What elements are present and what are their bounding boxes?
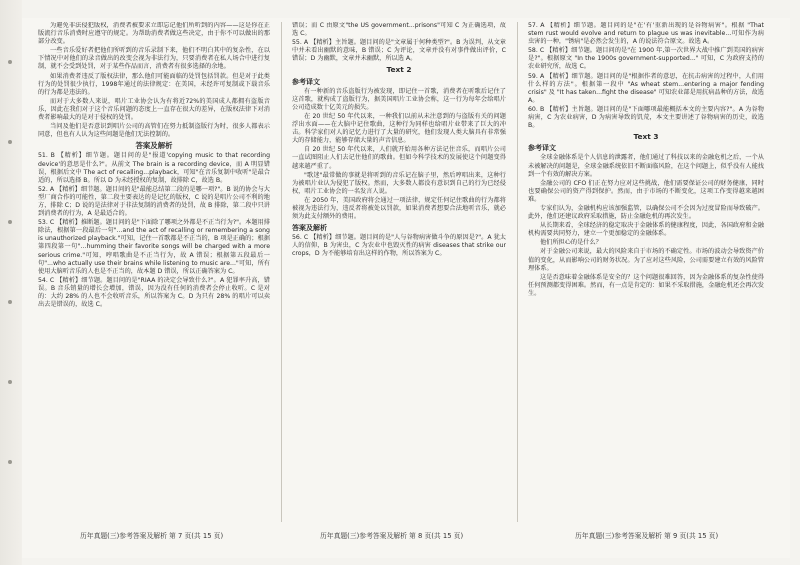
- paragraph: 一些音乐爱好者把他们所听到的音乐录制下来，他们不明白其中的复杂性，在以下情况中对他们的录音做出的改变会视为非法行为，只要消费者在私人场合中进行复制，就不会受到处罚，对于某些作品而言，消费者有很多选择的余地。: [38, 47, 270, 71]
- text-heading: Text 3: [633, 132, 659, 142]
- binding-hole: [8, 140, 12, 144]
- column-divider: [517, 22, 518, 522]
- answer-item: 57. A 【精析】细节题。题目问的是"在'有'重新出现的是谷物病害"。根据 "That stem rust would evolve and return to plague us was inevitable...可知作为病虫害的一种，"锈病"是必然会发生的，A 的说法符合原文。故选 A。: [528, 22, 764, 46]
- column-right: [528, 22, 764, 520]
- paragraph: 这是否意味着金融体系是安全的？这个问题很难回答，因为金融体系的复杂性使得任何预测都变得困难。然而，有一点是肯定的：如果不采取措施，金融危机还会再次发生。: [528, 273, 764, 297]
- answer-item: 60. B 【精析】主旨题。题目问的是"下面哪项最能概括本文的主要内容?"。A 为谷物病害，C 为农业病害，D 为病害导致的饥荒，本文主要讲述了谷物病害的历史，故选 B。: [528, 105, 764, 130]
- paragraph: 在 20 世纪 50 年代以来，一种我们以前从未注意到的与盗版有关的问题浮出水面——在大脑中记住歌曲，这种行为同样也给唱片业带来了巨大的冲击。科学家们对人的记忆力进行了大量的研究，他们发现人类大脑具有非常强大的存储能力，能够存储大量的声音信息。: [292, 112, 506, 145]
- answer-item: 52. A 【精析】细节题。题目问的是"最能总结第二段的是哪一项?"。B 说的协会与大型厂商合作的可能性，第二段主要表达的是记忆的版权，C 说的是唱片公司不利的地方，排除 C；D 说的是法律对于非法复制的消费者的处罚，故 B 排除，第二段中只讲到消费者的行为，A 是最适合的。: [38, 185, 270, 218]
- paragraph: 当问及他们是否意识到唱片公司的高管们在努力抵制盗版行为时，很多人都表示同意，但也有人认为这些问题是他们无法控制的。: [38, 123, 270, 139]
- section-title: 参考译文: [292, 77, 320, 86]
- column-middle: [292, 22, 506, 520]
- page-footer-left: 历年真题(三)参考答案及解析 第 7 页(共 15 页): [80, 532, 224, 540]
- paragraph: 而对于大多数人来说，唱片工业协会认为有将近72%的美国成人都拥有盗版音乐，因此在我们对于这个音乐问题的态度上一直存在很大的差异，在版权法律下对消费者影响最大的是对于侵权的处罚。: [38, 97, 270, 122]
- paragraph: 他们所担心的是什么？: [540, 239, 602, 247]
- paragraph: 全球金融体系是个人信息的泄露者，他们通过了科技以来的金融危机之后，一个从未被解决的问题是，全球金融系统依旧不断面临风险，在这个问题上，似乎没有人能找到一个有效的解决方案。: [528, 154, 764, 178]
- answer-item: 51. B 【精析】细节题。题目问的是"报道'copying music to that recording device'的意思是什么?"。从前文 The brain is a recording device，而 A 明显错误，根据后文中 The act of recalling...playback，可知"在音乐复制中收听"是最合适的，所以选择 B。所以 D 为未经授权的复制，故排除 C，故选 B。: [38, 152, 270, 184]
- answer-item: 56. C 【精析】细节题。题目问的是"人与谷物病害做斗争的原因是?"。A 犹太人的信仰，B 为害虫，C 为农业中也毁灭性的病害 diseases that strike our crops，D 为不能够培育出这样的作物，所以答案为 C。: [292, 234, 506, 258]
- answer-item: 错误；而 C 由原文"the US government...prisons"可知 C 为正确选项，故选 C。: [292, 22, 506, 38]
- paragraph: 自 20 世纪 50 年代以来，人们就开始用各种方法记住音乐，而唱片公司一直试图阻止人们去记住他们的歌曲。但如今科学技术的发展使这个问题变得越来越严重了。: [292, 146, 506, 170]
- column-left: [38, 22, 270, 520]
- paragraph: 在 2050 年，美国政府将会通过一项法律，规定任何记住歌曲的行为都将被视为违法行为，违反者将被处以罚款，如果消费者想要合法地听音乐，就必须为此支付额外的费用。: [292, 196, 506, 221]
- paragraph: 从长期来看，全球经济的稳定取决于金融体系的健康程度，因此，各国政府和金融机构需要共同努力，建立一个更加稳定的金融体系。: [528, 222, 764, 238]
- answer-item: 55. A 【精析】主旨题。题目问的是"文章属于何种类型?"。B 为误判，从文章中并未看出幽默的意味，B 错误；C 为评论，文章并没有对事件做出评价，C 错误；D 为幽默，文章并未幽默，所以选 A。: [292, 39, 506, 63]
- text-heading: Text 2: [386, 65, 412, 75]
- answer-item: 53. C 【精析】推断题。题目问的是"下面除了哪项之外都是不正当行为?"。本题用排除法，根据第一段最后一句"...and the act of recalling or remembering a song is unauthorized playback."可知，记住一首歌都是不正当的，B 项是正确的；根据第四段第一句"...humming their favorite songs will be charged with a more serious crime."可知，哼唱歌曲是不正当行为，故 A 错误；根据第五段最后一句"...who actually use their brains while listening to music are..."可知，所有使用大脑听音乐的人也是不正当的，故本题 D 错误，所以正确答案为 C。: [38, 219, 270, 275]
- binding-hole: [8, 60, 12, 64]
- answer-item: 58. C 【精析】细节题。题目问的是"在 1900 年,第一次世界大战中推广到美国的病害是?"。根据原文 "In the 1900s government-supported..." 可知，C 为政府支持的农业研究所，故选 C。: [528, 47, 764, 71]
- paragraph: 专家们认为，金融机构应该加强监管，以确保公司不会因为过度冒险而导致破产。此外，他们还建议政府采取措施，防止金融危机的再次发生。: [528, 204, 764, 221]
- paragraph: "歌迷"最常做的事就是将听到的音乐记在脑子里，然后哼唱出来，这种行为被唱片业认为侵犯了版权。然而，大多数人都没有意识到自己的行为已经侵权，唱片工业协会的一名发言人说。: [292, 171, 506, 195]
- answer-item: 59. A 【精析】细节题。题目问的是"根据作者的意思，在抗击病害的过程中，人们用什么样的方法"。根据第一段中 "As wheat stem...entering a major fending crisis" 及 "It has taken...fight the disease" 可知农业部是用抗病品种的方法，故选 A。: [528, 72, 764, 104]
- paragraph: 如果消费者违反了版权法律，那么他们可能面临的处罚包括罚款。但是对于此类行为的处罚很少执行，1998年通过的法律规定：在美国，未经许可复制或下载音乐的行为都是违法的。: [38, 72, 270, 96]
- column-divider: [281, 22, 282, 522]
- section-title: 答案及解析: [292, 224, 327, 233]
- paragraph: 金融公司的 CFO 们正在努力应对这些挑战，他们需要保证公司的财务健康，同时也要确保公司的资产得到保护。然而，由于市场的不断变化，这项工作变得越来越困难。: [528, 179, 764, 203]
- page-footer-right: 历年真题(三)参考答案及解析 第 9 页(共 15 页): [575, 532, 719, 540]
- paragraph: 对于金融公司来说，最大的风险来自于市场的不确定性。市场的波动会导致资产价值的变化，从而影响公司的财务状况。为了应对这些风险，公司需要建立有效的风险管理体系。: [528, 248, 764, 272]
- section-title: 参考译文: [528, 144, 556, 153]
- paragraph: 有一种新的音乐盗版行为被发现，即记住一首歌，消费者在听歌后记住了这首歌，就构成了盗版行为，据美国唱片工业协会称，这一行为每年会给唱片公司造成数十亿美元的损失。: [292, 87, 506, 111]
- answer-item: 54. C 【精析】细节题。题目问的是"RIAA 的决定会导致什么?"。A 犯罪率升高，错误。B 音乐销量的增长会增加，错误，因为没有任何的消费者会停止收听。C 是对的：大约 28% 的人也不会收听音乐，所以答案为 C。D 为只有 28% 的唱片可以卖出去是错误的，故选 C。: [38, 276, 270, 309]
- binding-hole: [8, 220, 12, 224]
- page-footer-middle: 历年真题(三)参考答案及解析 第 8 页(共 15 页): [320, 532, 464, 540]
- section-title: 答案及解析: [135, 141, 173, 151]
- binding-strip: [0, 0, 22, 565]
- binding-hole: [8, 380, 12, 384]
- binding-hole: [8, 300, 12, 304]
- paragraph: 为避免非法侵犯版权，消费者被要求立即忘记他们所听到的内容——这是你在正版流行音乐消费时应遵守的规定。为帮助消费者做这些决定，由于你不可以做出的那部分改变。: [38, 22, 270, 46]
- binding-hole: [8, 460, 12, 464]
